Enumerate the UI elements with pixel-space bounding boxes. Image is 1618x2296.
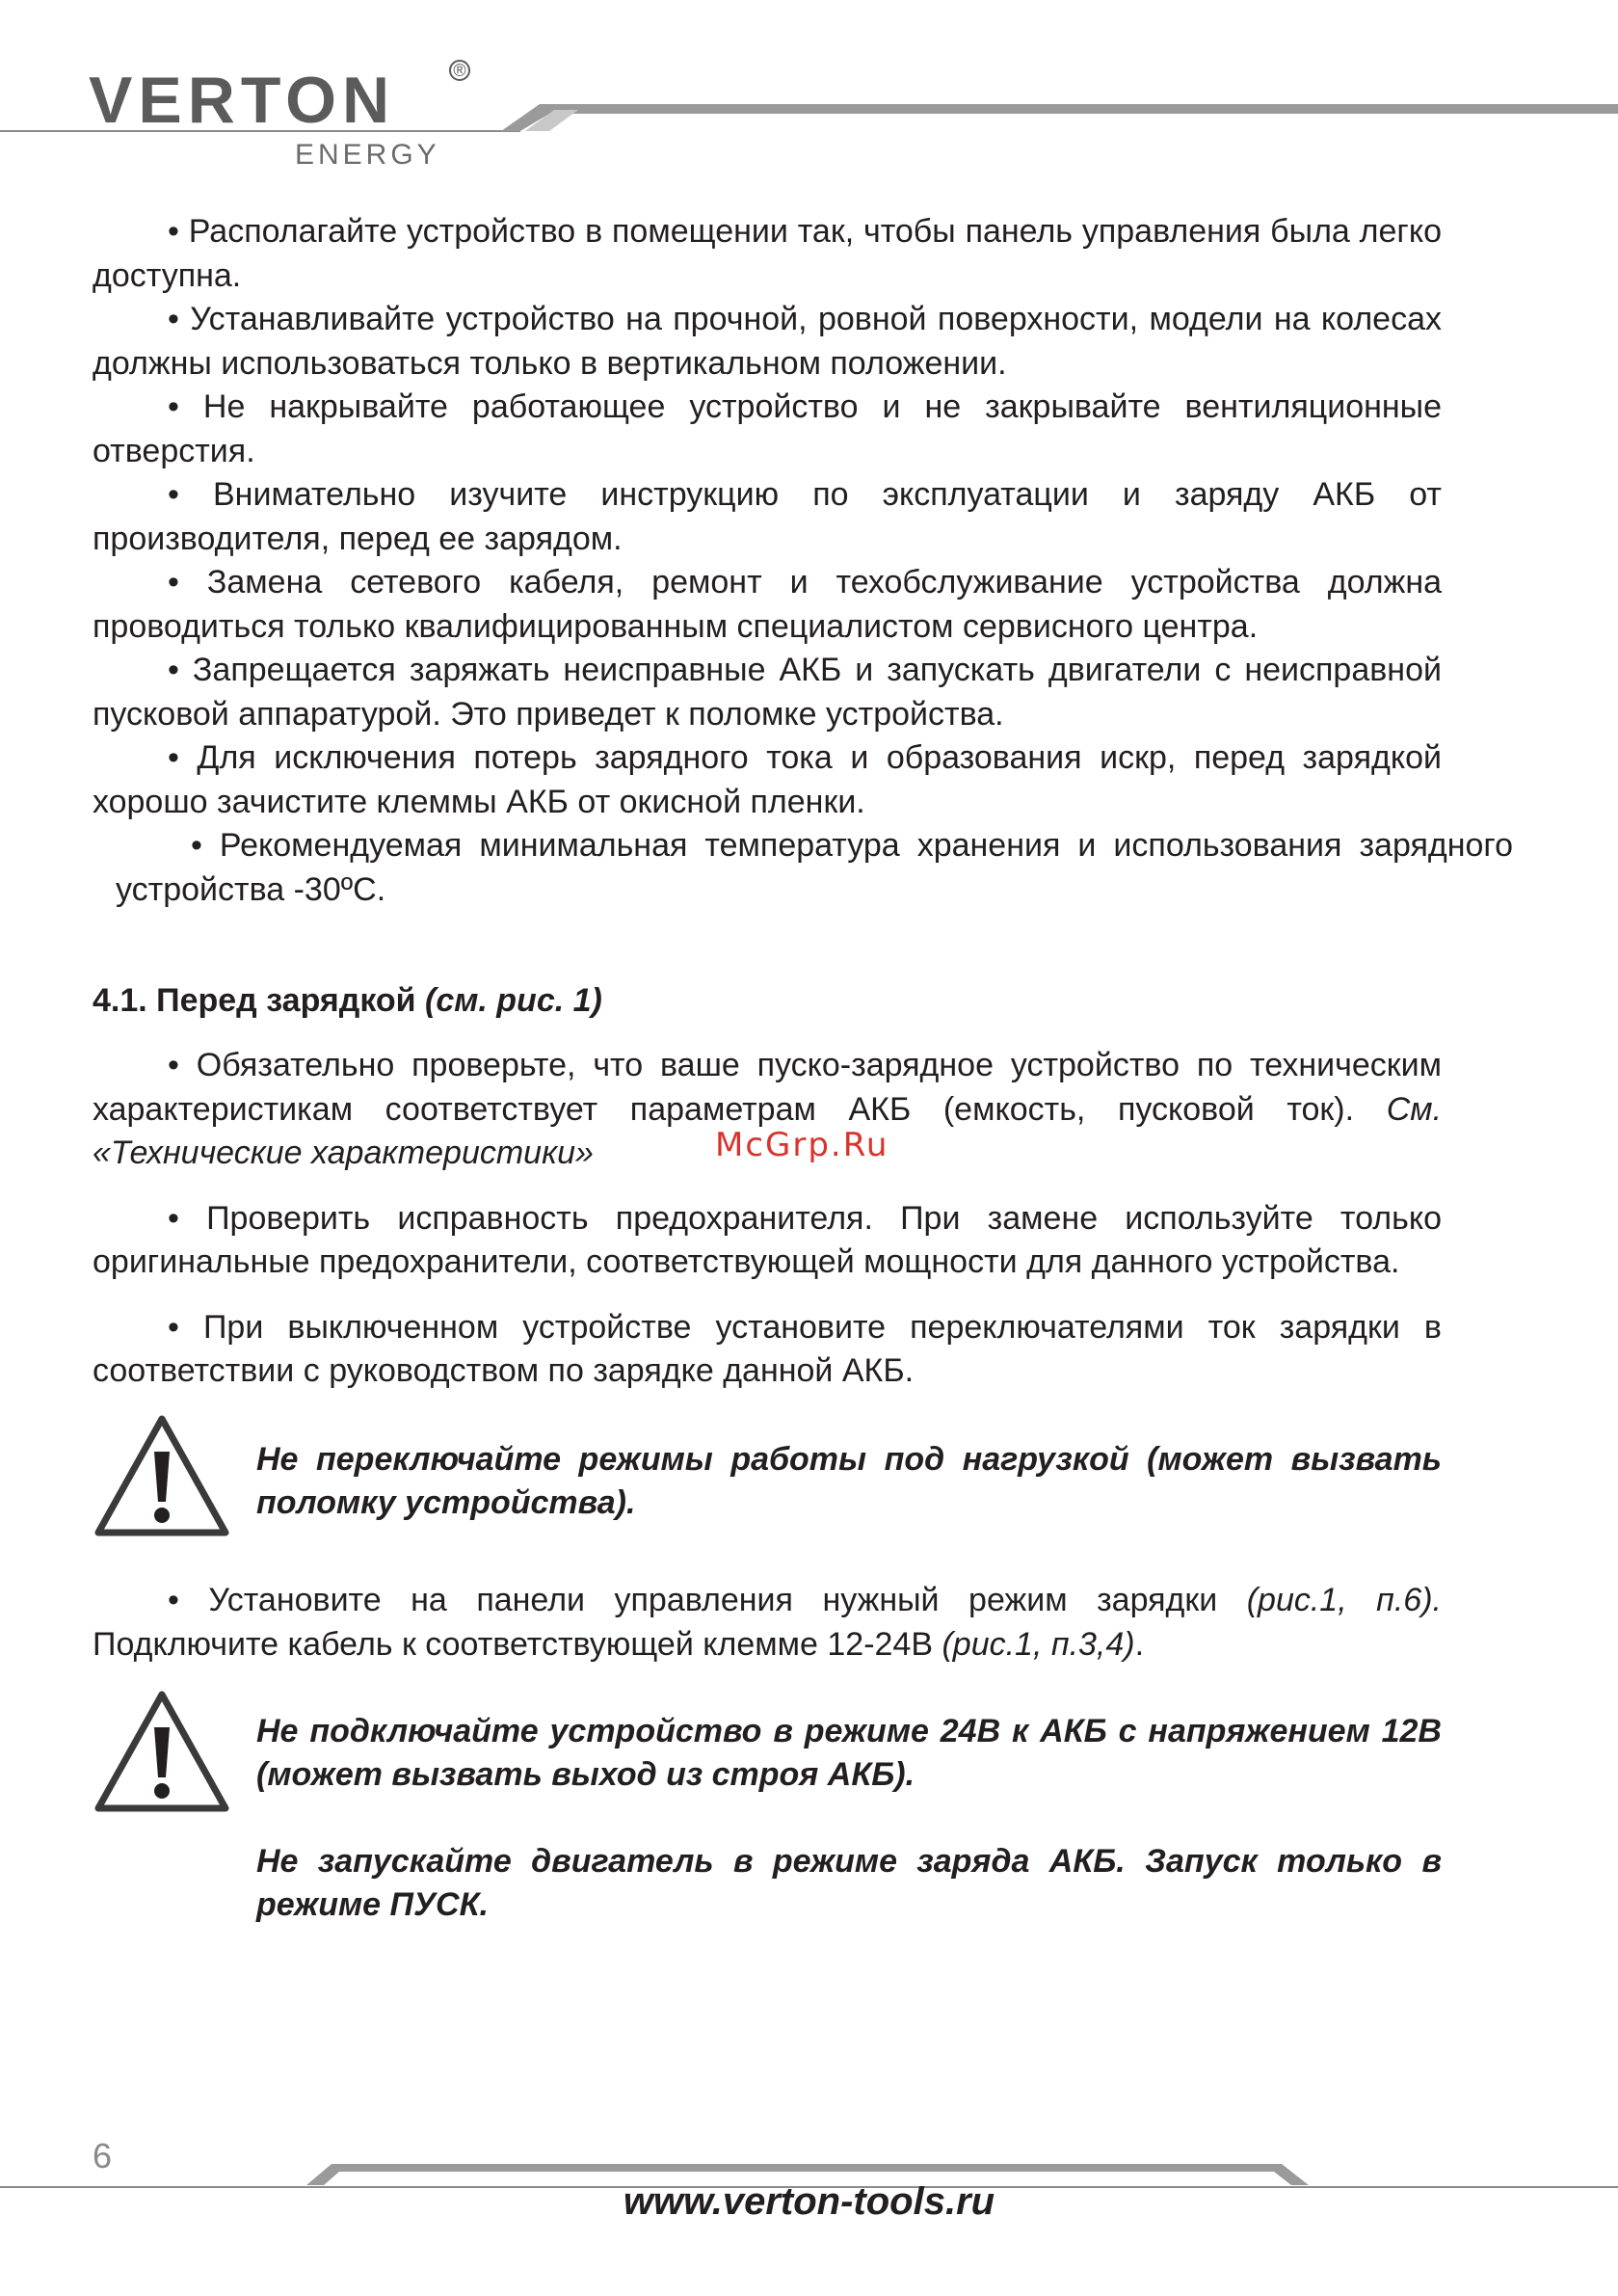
section-title: 4.1. Перед зарядкой	[93, 982, 416, 1019]
main-content	[93, 210, 1513, 1394]
warning-block	[93, 1413, 1442, 1525]
header-divider	[0, 96, 1618, 154]
figure-ref: (рис.1, п.3,4)	[942, 1625, 1135, 1663]
section-paragraph: • Проверить исправность предохранителя. При замене используйте только оригинальные предохранители, соответствующей мощности для данного устройства.	[93, 1199, 1442, 1280]
bullet-item: • Запрещается заряжать неисправные АКБ и запускать двигатели с неисправной пусковой аппаратурой. Это приведет к поломке устройства.	[93, 652, 1442, 733]
bullet-item: • Не накрывайте работающее устройство и не закрывайте вентиляционные отверстия.	[93, 388, 1442, 469]
warning-triangle-icon	[93, 1413, 231, 1538]
section-paragraph	[93, 1579, 1442, 1667]
warning-text: Не переключайте режимы работы под нагрузкой (может вызвать поломку устройства).	[256, 1441, 1442, 1521]
section-heading	[93, 979, 1442, 1023]
section-paragraph: • При выключенном устройстве установите переключателями ток зарядки в соответствии с руководством по зарядке данной АКБ.	[93, 1308, 1442, 1389]
page-number: 6	[93, 2136, 113, 2176]
paragraph-text: Подключите кабель к соответствующей клемме 12-24В	[93, 1625, 934, 1663]
bullet-item: • Замена сетевого кабеля, ремонт и техобслуживание устройства должна проводиться только квалифицированным специалистом сервисного центра.	[93, 564, 1442, 645]
warning-text: Не запускайте двигатель в режиме заряда АКБ. Запуск только в режиме ПУСК.	[256, 1843, 1442, 1923]
brand-subtitle: ENERGY	[295, 139, 440, 171]
warning-text: Не подключайте устройство в режиме 24В к АКБ с напряжением 12В (может вызвать выход из строя АКБ).	[256, 1713, 1442, 1793]
registered-mark: ®	[449, 60, 470, 81]
spec-reference: См. «Технические характеристики»	[93, 1090, 1443, 1171]
brand-name: VERTON	[89, 64, 396, 137]
bullet-item: • Для исключения потерь зарядного тока и образования искр, перед зарядкой хорошо зачистите клеммы АКБ от окисной пленки.	[93, 739, 1442, 820]
instruction-block	[93, 1579, 1442, 1667]
section-figure-ref: (см. рис. 1)	[425, 982, 602, 1019]
warning-block	[93, 1689, 1442, 1927]
paragraph-text: • Установите на панели управления нужный режим зарядки	[168, 1582, 1218, 1618]
website-link[interactable]: www.verton-tools.ru	[623, 2180, 995, 2223]
watermark: McGrp.Ru	[715, 1126, 889, 1164]
warning-triangle-icon	[93, 1689, 231, 1814]
bullet-item: • Рекомендуемая минимальная температура хранения и использования зарядного устройства -30ºС.	[116, 827, 1513, 908]
bullet-item: • Устанавливайте устройство на прочной, ровной поверхности, модели на колесах должны использоваться только в вертикальном положении.	[93, 301, 1442, 382]
paragraph-text: • Обязательно проверьте, что ваше пуско-зарядное устройство по техническим характеристикам соответствует параметрам АКБ (емкость, пусковой ток).	[93, 1047, 1442, 1128]
bullet-item: • Внимательно изучите инструкцию по эксплуатации и заряду АКБ от производителя, перед ее зарядом.	[93, 476, 1442, 557]
figure-ref: (рис.1, п.6).	[1246, 1582, 1442, 1618]
punctuation: .	[1134, 1625, 1145, 1663]
bullet-item: • Располагайте устройство в помещении так, чтобы панель управления была легко доступна.	[93, 213, 1442, 294]
